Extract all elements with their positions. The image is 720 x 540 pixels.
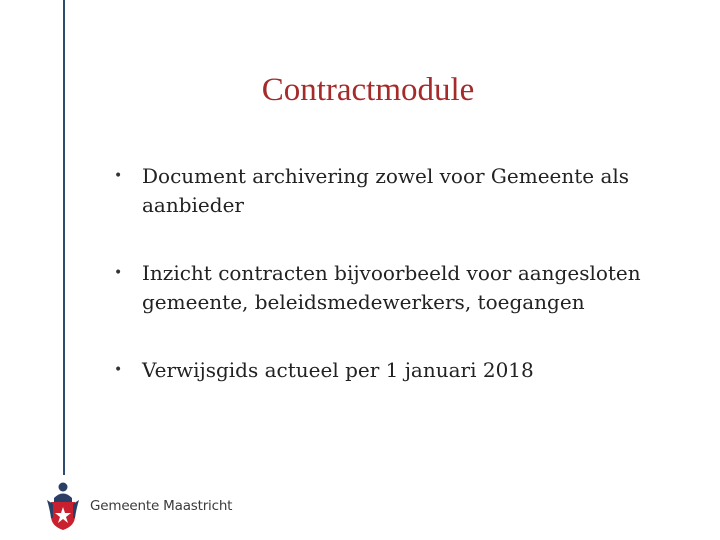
bullet-dot-icon: • <box>114 362 123 378</box>
bullet-dot-icon: • <box>114 265 123 281</box>
bullet-item <box>112 259 692 317</box>
bullet-list <box>112 162 692 385</box>
organization-name: Gemeente Maastricht <box>90 498 233 514</box>
slide-title: Contractmodule <box>261 72 475 108</box>
slide-accent-line <box>63 0 65 475</box>
footer-logo <box>44 480 232 532</box>
maastricht-crest-icon <box>44 480 82 532</box>
bullet-item <box>112 162 692 220</box>
bullet-text: Document archivering zowel voor Gemeente als aanbieder <box>142 164 630 217</box>
bullet-text: Verwijsgids actueel per 1 januari 2018 <box>142 358 534 382</box>
bullet-text: Inzicht contracten bijvoorbeeld voor aangesloten gemeente, beleidsmedewerkers, toegangen <box>142 261 641 314</box>
bullet-dot-icon: • <box>114 168 123 184</box>
bullet-item <box>112 356 692 385</box>
